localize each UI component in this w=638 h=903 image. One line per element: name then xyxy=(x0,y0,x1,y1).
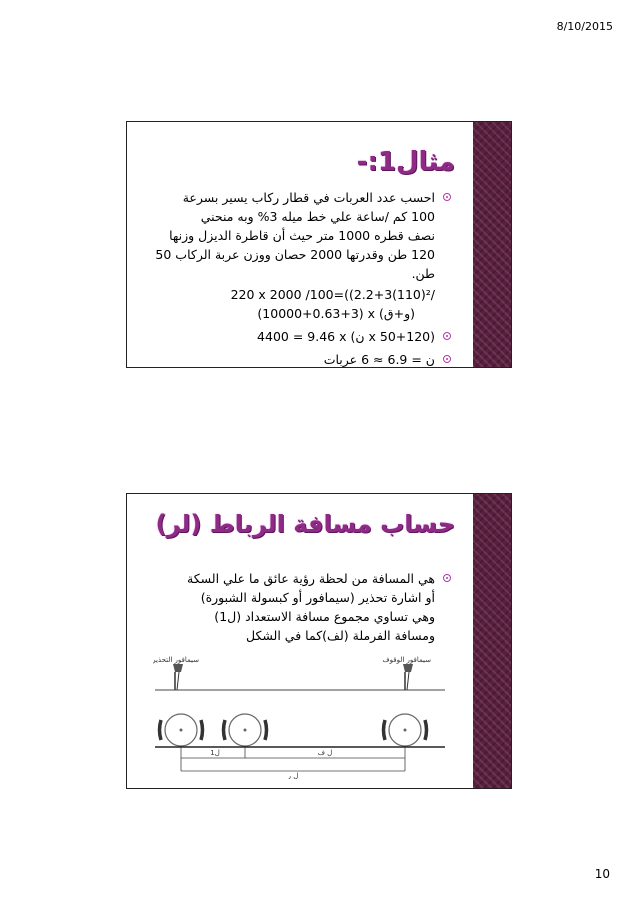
equation-line: 4400 = 9.46 x (ن x 50+120) xyxy=(257,329,435,344)
result-line: ن = 6.9 ≈ 6 عربات xyxy=(323,352,435,367)
bullet-substitution xyxy=(141,327,451,346)
text-line: طن. xyxy=(411,266,435,281)
text-line: أو اشارة تحذير (سيمافور أو كبسولة الشبورة) xyxy=(200,590,435,605)
diagram-svg xyxy=(153,644,447,779)
equation-line: (10000+0.63+3) x (و+ق) xyxy=(257,306,415,321)
bullet-problem-statement xyxy=(141,188,451,283)
wheel-icon xyxy=(160,714,203,746)
braking-distance-diagram xyxy=(153,644,447,779)
bullet-icon xyxy=(443,193,451,201)
decorative-side-band xyxy=(473,494,511,788)
page-number: 10 xyxy=(594,867,610,881)
text-line: نصف قطره 1000 متر حيث أن قاطرة الديزل وزنها xyxy=(169,228,435,243)
bullet-list xyxy=(141,188,451,368)
text-line: 120 طن وقدرتها 2000 حصان ووزن عربة الركاب 50 xyxy=(155,247,435,262)
text-line: ومسافة الفرملة (لف)كما في الشكل xyxy=(246,628,435,643)
wheel-icon xyxy=(384,714,427,746)
stop-signal-icon xyxy=(382,656,431,690)
bullet-icon xyxy=(443,574,451,582)
bullet-equation xyxy=(141,285,451,323)
date-label: 8/10/2015 xyxy=(556,20,613,33)
warning-signal-icon xyxy=(153,656,199,690)
text-line: 100 كم /ساعة علي خط ميله 3% وبه منحني xyxy=(200,209,435,224)
bullet-definition xyxy=(141,569,451,645)
text-line: احسب عدد العربات في قطار ركاب يسير بسرعة xyxy=(182,190,435,205)
decorative-side-band xyxy=(473,122,511,367)
warning-signal-label: سيمافور التحذير xyxy=(153,656,199,664)
slide-braking-distance xyxy=(126,493,512,789)
slide-title: مثال1:- xyxy=(356,147,455,177)
slide-title: حساب مسافة الرباط (لر) xyxy=(155,510,455,538)
bullet-icon xyxy=(443,332,451,340)
l1-label: ل1 xyxy=(210,749,220,757)
equation-line: 220 x 2000 /100=((2.2+3(110)²/ xyxy=(230,287,435,302)
text-line: هي المسافة من لحظة رؤية عائق ما علي السكة xyxy=(187,571,435,586)
lf-label: ل ف xyxy=(317,749,333,757)
bullet-list xyxy=(141,569,451,646)
bullet-result xyxy=(141,350,451,368)
stop-signal-label: سيمافور الوقوف xyxy=(382,656,431,664)
wheel-icon xyxy=(224,714,267,746)
lr-label: ل ر xyxy=(287,772,299,779)
slide-example-1 xyxy=(126,121,512,368)
bullet-icon xyxy=(443,355,451,363)
text-line: وهي تساوي مجموع مسافة الاستعداد (ل1) xyxy=(214,609,435,624)
